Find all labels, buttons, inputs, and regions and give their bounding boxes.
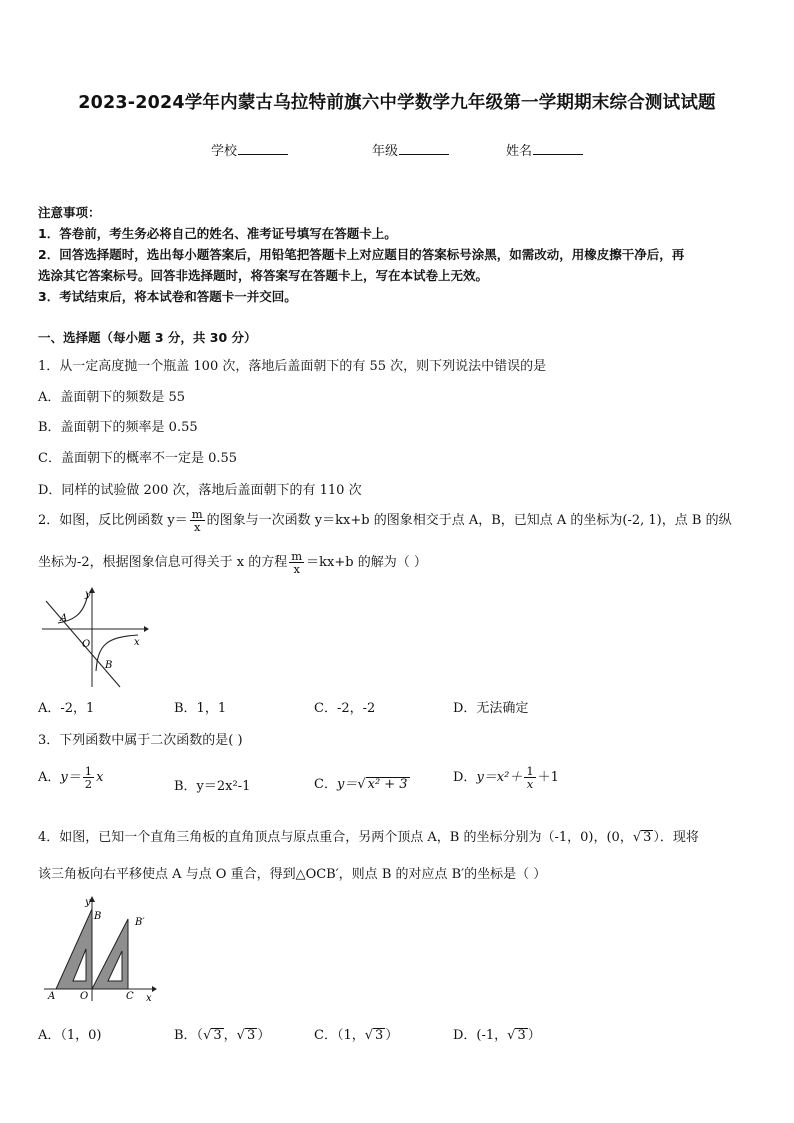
sqrt: √ 3 [236, 1028, 256, 1043]
option-letter: B．（ [174, 1028, 204, 1043]
sqrt: √ 3 [507, 1028, 526, 1043]
q2-line2 [38, 550, 427, 575]
frac-num: 1 [84, 764, 93, 778]
note-item: 选涂其它答案标号。回答非选择题时，将答案写在答题卡上，写在本试卷上无效。 [38, 268, 489, 283]
q3-option-b: B．y＝2x²-1 [174, 779, 251, 794]
school-blank [238, 141, 288, 155]
q4-option-b [174, 1024, 270, 1043]
point-b-prime-label: B′ [135, 917, 145, 928]
grade-blank [399, 141, 449, 155]
option-letter: A． [38, 770, 61, 785]
grade-label: 年级 [372, 144, 399, 159]
x-arrow [144, 626, 149, 632]
q4-figure [40, 893, 165, 1005]
q2-option-c: C．-2，-2 [314, 701, 376, 716]
math-text: ） [257, 1028, 271, 1043]
q3-option-c [314, 773, 410, 792]
frac-num: 1 [526, 764, 534, 778]
math-text: ， [223, 1028, 237, 1043]
point-b-label: B [94, 911, 102, 922]
q2-option-d: D．无法确定 [453, 701, 529, 716]
x-axis-label: x [146, 993, 152, 1004]
q2-text: 2．如图，反比例函数 y＝ [38, 513, 188, 528]
sqrt: √ 3 [203, 1028, 222, 1043]
origin-label: O [80, 991, 89, 1002]
option-letter: D．(-1， [453, 1028, 508, 1043]
radicand: 3 [375, 1028, 384, 1043]
option-letter: C．（1， [314, 1028, 365, 1043]
math-text: ＋1 [537, 770, 559, 785]
q3-option-d [453, 765, 559, 790]
math-text: y＝x²＋ [476, 770, 523, 785]
frac-den: x [526, 777, 534, 791]
q2-text: 坐标为-2，根据图象信息可得关于 x 的方程 [38, 555, 288, 570]
point-a-label: A [60, 613, 68, 624]
q2-option-a: A．-2，1 [38, 701, 95, 716]
math-text: x [96, 770, 104, 785]
page-title: 2023-2024学年内蒙古乌拉特前旗六中学数学九年级第一学期期末综合测试试题 [78, 93, 716, 113]
school-label: 学校 [211, 144, 238, 159]
school-field [211, 140, 288, 159]
x-arrow [152, 986, 157, 992]
note-item: 2．回答选择题时，选出每小题答案后，用铅笔把答题卡上对应题目的答案标号涂黑，如需改动，用橡皮擦干净后，再 [38, 247, 685, 262]
option-letter: D． [453, 770, 477, 785]
math-text: ） [527, 1028, 541, 1043]
q1-option-c: C．盖面朝下的概率不一定是 0.55 [38, 451, 238, 466]
radicand: 3 [213, 1028, 222, 1043]
q2-text: ＝kx+b 的解为（ ） [306, 555, 427, 570]
q1-option-a: A．盖面朝下的频数是 55 [38, 390, 186, 405]
origin-label: O [82, 639, 91, 650]
q4-line1 [38, 826, 699, 845]
fraction [524, 765, 535, 790]
radicand: 3 [246, 1028, 256, 1043]
frac-den: x [193, 520, 201, 534]
notes-heading: 注意事项： [38, 205, 101, 220]
note-item: 3．考试结束后，将本试卷和答题卡一并交回。 [38, 289, 297, 304]
q2-fraction [190, 508, 205, 533]
q4-text: ）．现将 [653, 830, 699, 845]
name-blank [533, 141, 583, 155]
sqrt: √ 3 [632, 830, 652, 845]
radicand: x² + 3 [367, 777, 408, 792]
q2-text: 的图象与一次函数 y＝kx+b 的图象相交于点 A，B，已知点 A 的坐标为(-2, 1)，点 B 的纵 [206, 513, 732, 528]
q4-line2: 该三角板向右平移使点 A 与点 O 重合，得到△OCB′，则点 B 的对应点 B′的坐标是（ ） [38, 867, 547, 882]
sqrt: √ 3 [364, 1028, 384, 1043]
radicand: 3 [643, 830, 652, 845]
frac-num: m [191, 507, 203, 521]
fraction [83, 765, 94, 790]
q1-stem: 1．从一定高度抛一个瓶盖 100 次，落地后盖面朝下的有 55 次，则下列说法中错误的是 [38, 359, 547, 374]
name-label: 姓名 [506, 144, 533, 159]
q3-stem: 3．下列函数中属于二次函数的是( ) [38, 733, 243, 748]
q1-option-d: D．同样的试验做 200 次，落地后盖面朝下的有 110 次 [38, 483, 362, 498]
q3-option-a [38, 765, 103, 790]
triangle-ocb-prime [92, 919, 128, 989]
q4-option-c [314, 1024, 398, 1043]
frac-num: m [291, 549, 303, 563]
q2-fraction [289, 550, 304, 575]
point-b-label: B [105, 660, 113, 671]
section-heading: 一、选择题（每小题 3 分，共 30 分） [38, 330, 257, 345]
q2-figure [40, 585, 150, 690]
math-text: ） [385, 1028, 399, 1043]
q2-option-b: B．1，1 [174, 701, 227, 716]
math-text: y＝ [336, 777, 358, 792]
q4-option-d [453, 1024, 541, 1043]
triangle-aob [56, 909, 92, 989]
x-axis-label: x [134, 637, 140, 648]
option-letter: C． [314, 777, 337, 792]
q4-text: 4．如图，已知一个直角三角板的直角顶点与原点重合，另两个顶点 A，B 的坐标分别为（-1，0)，(0， [38, 830, 633, 845]
frac-den: x [293, 562, 300, 576]
math-text: y＝ [60, 770, 81, 785]
note-item: 1．答卷前，考生务必将自己的姓名、准考证号填写在答题卡上。 [38, 226, 397, 241]
radicand: 3 [517, 1028, 526, 1043]
y-axis-label: y [85, 897, 91, 908]
point-c-label: C [126, 991, 134, 1002]
sqrt: √ x² + 3 [357, 777, 408, 792]
q2-line1 [38, 508, 732, 533]
frac-den: 2 [84, 777, 93, 791]
q4-option-a: A．（1，0) [38, 1028, 102, 1043]
y-axis-label: y [85, 589, 91, 600]
point-a-label: A [48, 991, 56, 1002]
name-field [506, 140, 583, 159]
q1-option-b: B．盖面朝下的频率是 0.55 [38, 420, 198, 435]
grade-field [372, 140, 449, 159]
